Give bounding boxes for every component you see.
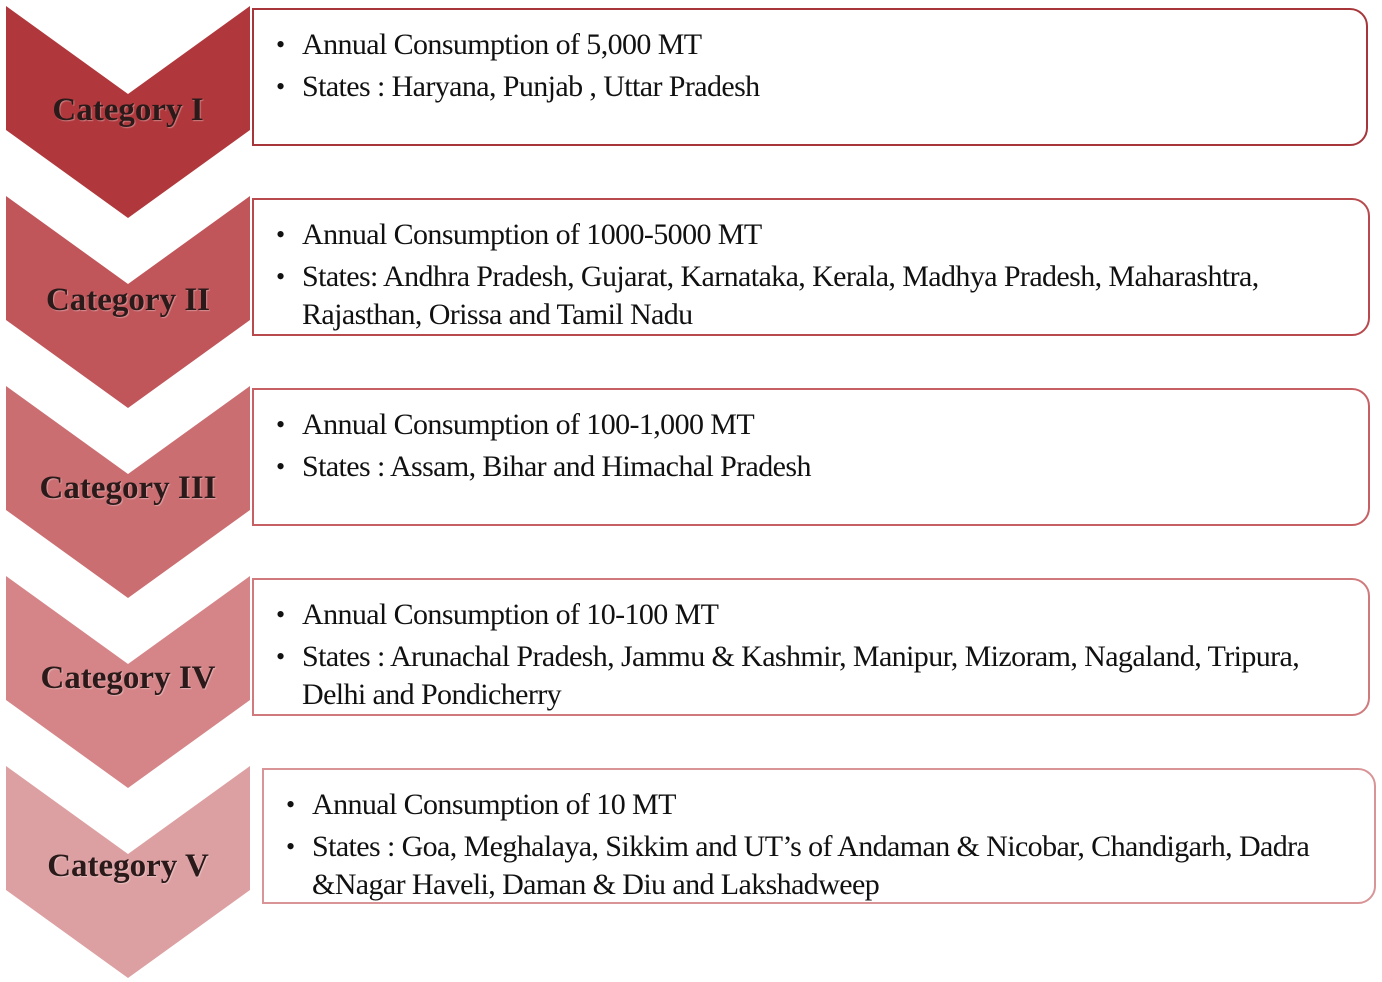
bullet-text: Annual Consumption of 10-100 MT bbox=[302, 598, 719, 631]
bullet-dot-icon: • bbox=[286, 832, 295, 861]
bullet-list-2 bbox=[276, 216, 1348, 334]
bullet-text: States : Arunachal Pradesh, Jammu & Kashmir, Manipur, Mizoram, Nagaland, Tripura, Delhi and Pondicherry bbox=[302, 640, 1300, 711]
bullet-item bbox=[276, 258, 1348, 334]
bullet-text: Annual Consumption of 100-1,000 MT bbox=[302, 408, 755, 441]
category-row-4 bbox=[0, 576, 1382, 788]
category-label-1: Category I bbox=[52, 92, 204, 128]
bullet-list-4 bbox=[276, 596, 1348, 714]
category-row-5 bbox=[0, 766, 1382, 978]
bullet-text: Annual Consumption of 5,000 MT bbox=[302, 28, 702, 61]
bullet-item bbox=[276, 596, 1348, 634]
bullet-item bbox=[276, 406, 1348, 444]
bullet-list-3 bbox=[276, 406, 1348, 486]
category-label-5: Category V bbox=[47, 848, 209, 884]
bullet-item bbox=[276, 26, 1346, 64]
bullet-item bbox=[286, 786, 1354, 824]
bullet-item bbox=[276, 216, 1348, 254]
bullet-text: Annual Consumption of 1000-5000 MT bbox=[302, 218, 762, 251]
bullet-list-5 bbox=[286, 786, 1354, 904]
category-box-5 bbox=[262, 768, 1376, 904]
category-box-1 bbox=[252, 8, 1368, 146]
bullet-item bbox=[286, 828, 1354, 904]
bullet-text: States : Assam, Bihar and Himachal Pradesh bbox=[302, 450, 811, 483]
bullet-dot-icon: • bbox=[276, 220, 285, 249]
bullet-dot-icon: • bbox=[276, 262, 285, 291]
bullet-text: States : Goa, Meghalaya, Sikkim and UT’s of Andaman & Nicobar, Chandigarh, Dadra &Nagar Haveli, Daman & Diu and Lakshadweep bbox=[312, 830, 1310, 901]
category-label-2: Category II bbox=[45, 282, 211, 318]
bullet-item bbox=[276, 638, 1348, 714]
bullet-text: Annual Consumption of 10 MT bbox=[312, 788, 676, 821]
category-row-3 bbox=[0, 386, 1382, 598]
category-row-1 bbox=[0, 6, 1382, 218]
category-label-3: Category III bbox=[39, 470, 217, 506]
bullet-dot-icon: • bbox=[276, 452, 285, 481]
bullet-text: States : Haryana, Punjab , Uttar Pradesh bbox=[302, 70, 760, 103]
bullet-dot-icon: • bbox=[286, 790, 295, 819]
bullet-item bbox=[276, 448, 1348, 486]
bullet-text: States: Andhra Pradesh, Gujarat, Karnataka, Kerala, Madhya Pradesh, Maharashtra, Rajasthan, Orissa and Tamil Nadu bbox=[302, 260, 1259, 331]
bullet-list-1 bbox=[276, 26, 1346, 106]
category-label-4: Category IV bbox=[40, 660, 216, 696]
category-box-4 bbox=[252, 578, 1370, 716]
bullet-dot-icon: • bbox=[276, 72, 285, 101]
bullet-item bbox=[276, 68, 1346, 106]
bullet-dot-icon: • bbox=[276, 642, 285, 671]
bullet-dot-icon: • bbox=[276, 600, 285, 629]
category-box-2 bbox=[252, 198, 1370, 336]
bullet-dot-icon: • bbox=[276, 410, 285, 439]
bullet-dot-icon: • bbox=[276, 30, 285, 59]
category-box-3 bbox=[252, 388, 1370, 526]
category-row-2 bbox=[0, 196, 1382, 408]
